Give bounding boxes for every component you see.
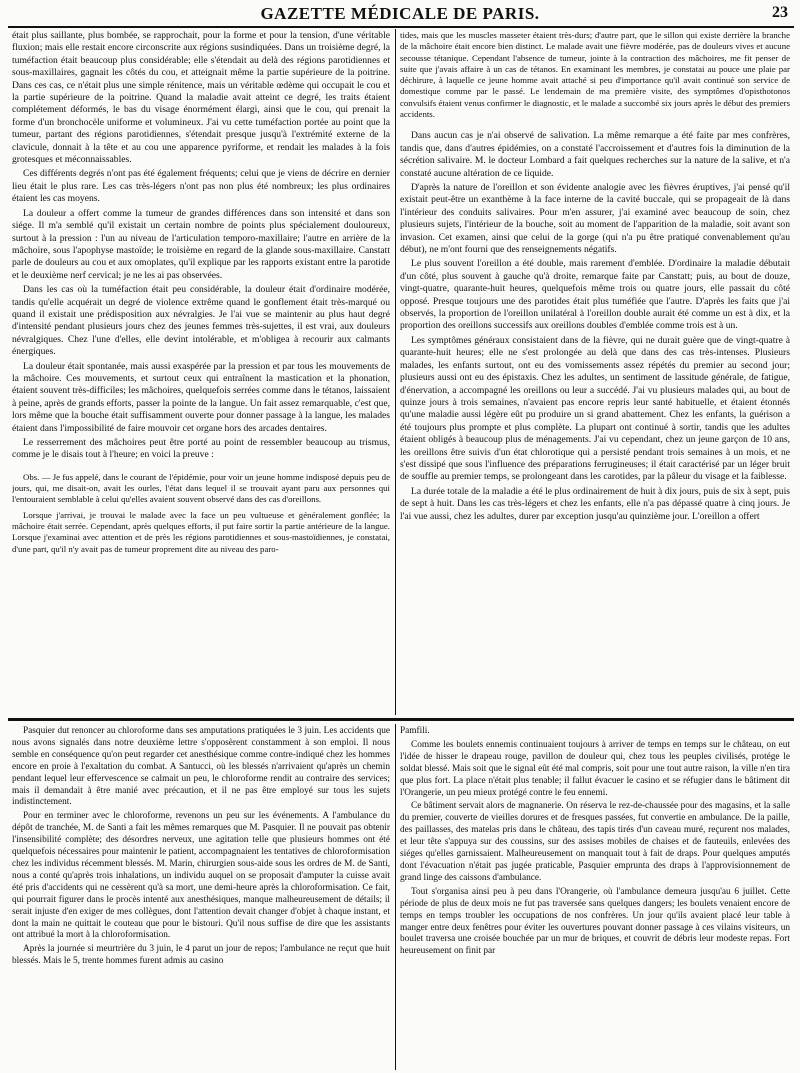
top-right-column — [400, 30, 790, 716]
paragraph: Le resserrement des mâchoires peut être porté au point de ressembler beaucoup au trismus, comme je le disais tout à l'heure; en voici la preuve : — [12, 437, 390, 461]
paragraph: Tout s'organisa ainsi peu à peu dans l'Orangerie, où l'ambulance demeura jusqu'au 6 juillet. Cette période de plus de deux mois ne fut pas traversée sans quelques dangers; les boulets venaient encore de temps en temps troubler les occupations de nos confrères. Un jour qu'ils avaient placé leur table à manger entre deux fenêtres pour éviter les ouvertures pouvant donner passage à ces vilains visiteurs, un boulet traversa une croisée bouchée par un mur de briques, et couvrit de débris leur modeste repas. Fort heureusement on finit par — [400, 886, 790, 957]
bottom-column-divider — [395, 724, 396, 1070]
paragraph: D'après la nature de l'oreillon et son évidente analogie avec les fièvres éruptives, j'ai pensé qu'il existait peut-être un exanthème à la face interne de la cavité buccale, qui se propageait de là dans l'intérieur des conduits salivaires. Pour m'en assurer, j'ai examiné avec beaucoup de soin, chez plusieurs sujets, l'intérieur de la bouche, soit au moment de l'apparition de la maladie, soit avant son invasion. Cet examen, ainsi que celui de la gorge (qui n'a pu être pratiqué convenablement qu'au début), ne m'ont fourni que des renseignements négatifs. — [400, 182, 790, 256]
top-column-divider — [395, 29, 396, 715]
paragraph: La durée totale de la maladie a été le plus ordinairement de huit à dix jours, puis de six à sept, puis de sept à huit. Dans les cas très-légers et chez les enfants, elle n'a pas dépassé quatre à cinq jours. Je l'ai vue aussi, chez les adultes, durer par exception jusqu'au quinzième jour. L'oreillon a offert — [400, 485, 790, 522]
header-rule — [8, 26, 794, 28]
paragraph: La douleur était spontanée, mais aussi exaspérée par la pression et par tous les mouvements de la mâchoire. Ces mouvements, et surtout ceux qui entraînent la mastication et la phonation, étaient souvent très-difficiles; les mâchoires, quelquefois serrées comme dans le tétanos, laissaient à peine, après de grands efforts, passer la pointe de la langue. Un fait assez remarquable, c'est que, lors même que la bouche était suffisamment ouverte pour donner passage à la langue, les malades étaient dans l'impossibilité de faire mouvoir cet organe hors des arcades dentaires. — [12, 360, 390, 434]
observation-paragraph: tides, mais que les muscles masseter étaient très-durs; d'autre part, que le sillon qui existe derrière la branche de la mâchoire était encore bien distinct. Le malade avait une fièvre modérée, pas de douleurs vives et aucune secousse tétanique. Cependant l'absence de tumeur, jointe à la contraction des mâchoires, me fit penser de suite que j'avais affaire à un cas de tétanos. En examinant les membres, je constatai au pouce une plaie par déchirure, à laquelle ce jeune homme avait attaché si peu d'importance qu'il avait continué son service de domestique comme par le passé. Le lendemain de ma première visite, des symptômes d'opisthotonos convulsifs étaient venus confirmer le diagnostic, et le malade a succombé six jours après le début des premiers accidents. — [400, 30, 790, 120]
page-number: 23 — [772, 4, 788, 21]
observation-paragraph: Obs. — Je fus appelé, dans le courant de l'épidémie, pour voir un jeune homme indisposé depuis peu de jours, qui, me disait-on, avait les ourles, l'état dans lequel il se trouvait ayant paru aux personnes qui l'entouraient semblable à celui qu'elles avaient souvent observé dans des cas d'oreillons. — [12, 471, 390, 505]
paragraph: Ces différents degrés n'ont pas été également fréquents; celui que je viens de décrire en dernier lieu était le plus rare. Les cas très-légers n'ont pas non plus été nombreux; les plus ordinaires étaient les cas moyens. — [12, 168, 390, 205]
paragraph: La douleur a offert comme la tumeur de grandes différences dans son intensité et dans son siége. Il m'a semblé qu'il existait un certain nombre de points plus spécialement douloureux, surtout à la pression : l'un au niveau de l'articulation temporo-maxillaire; l'autre en arrière de la mâchoire, sous l'apophyse mastoïde; le troisième en regard de la glande sous-maxillaire. Canstatt parle de douleurs au cou et aux omoplates, qu'il explique par les rapports existant entre la parotide et le deuxième nerf cervical; je ne les ai pas observées. — [12, 207, 390, 281]
paragraph: Les symptômes généraux consistaient dans de la fièvre, qui ne durait guère que de vingt-quatre à quarante-huit heures; elle ne s'est prolongée au delà que dans des cas très-intenses. Plusieurs malades, les enfants surtout, ont eu des vomissements assez répétés du premier au second jour; plusieurs aussi ont eu des épistaxis. Chez les adultes, un sentiment de lassitude générale, de fatigue, d'énervation, a accompagné les oreillons ou leur a succédé. J'ai vu plusieurs malades qui, au bout de quinze jours à trois semaines, n'avaient pas encore repris leur santé habituelle, et étaient étonnés qu'une maladie aussi légère eût pu produire un si grand abattement. Chez les enfants, la guérison a été toujours plus prompte et plus complète. La plupart ont continué à sortir, tandis que les adultes étaient obligés à beaucoup plus de ménagements. J'ai vu cependant, chez un jeune garçon de 10 ans, les oreillons être suivis d'un état chlorotique qui a persisté pendant trois semaines à un mois, et ne s'est dissipé que sous l'influence des préparations ferrugineuses; il était caractérisé par un léger bruit de souffle au premier temps, se prolongeant dans les carotides, par la pâleur du visage et la faiblesse. — [400, 334, 790, 483]
paragraph: Pamfili. — [400, 726, 430, 736]
paragraph: Dans aucun cas je n'ai observé de salivation. La même remarque a été faite par mes confrères, tandis que, dans d'autres épidémies, on a constaté l'accroissement et d'autres fois la diminution de la sécrétion salivaire. M. le docteur Lombard a fait quelques recherches sur la nature de la salive, et n'a constaté aucune altération de ce liquide. — [400, 130, 790, 179]
journal-title: GAZETTE MÉDICALE DE PARIS. — [260, 4, 540, 23]
page-header — [0, 4, 800, 26]
paragraph: était plus saillante, plus bombée, se rapprochait, pour la forme et pour la tension, d'une véritable fluxion; mais elle restait encore circonscrite aux régions susindiquées. Dans un troisième degré, la tuméfaction était beaucoup plus considérable; elle s'étendait au delà des régions parotidiennes et sous-maxillaires, gagnait les côtés du cou, et atteignait même la partie supérieure de la poitrine. Dans ces cas, ce n'était plus une simple rénitence, mais un véritable œdème qui occupait le cou et la partie supérieure de la poitrine. Quand la maladie avait atteint ce degré, les traits étaient complétement déformés, le bas du visage énormément élargi, ainsi que le cou, qui prenait la forme d'un bronchocèle uniforme et volumineux. J'ai vu cette tuméfaction portée au point que la tumeur, partant des régions parotidiennes, s'étendait presque jusqu'à l'extrémité externe de la clavicule, donnait à la tête et au cou une apparence pyriforme, et rendait les malades à la fois grotesques et méconnaissables. — [12, 30, 390, 166]
paragraph: Pour en terminer avec le chloroforme, revenons un peu sur les événements. A l'ambulance du dépôt de tranchée, M. de Santi a fait les mêmes remarques que M. Pasquier. Il ne pouvait pas obtenir l'insensibilité complète; des désordres nerveux, une agitation telle que plusieurs hommes ont été quelquefois nécessaires pour maintenir le patient, accompagnaient les tentatives de chloroformisation chez les individus récemment blessés. M. Marin, chirurgien sous-aide sous les ordres de M. de Santi, nous a conté qu'après trois inhalations, un individu auquel on se proposait d'amputer la cuisse avait été pris d'accidents qui ne cessèrent qu'à sa mort, une demi-heure après la chloroformisation. Ce fait, qui pourrait figurer dans le procès intenté aux anesthésiques, manque malheureusement de détails; il serait injuste d'en exiger de mes collègues, dont l'attention devait changer d'objet à chaque instant, et dont la main ne quittait le couteau que pour le bistouri. Qu'il nous suffise de dire que les assistants ont attribué la mort à la chloroformisation. — [12, 811, 390, 941]
paragraph: Ce bâtiment servait alors de magnanerie. On réserva le rez-de-chaussée pour des magasins, et la salle du premier, couverte de vieilles dorures et de fresques passées, fut convertie en ambulance. De la paille, des paillasses, des matelas pris dans le château, des tapis tirés d'un caveau muré, reçurent nos malades, et leur tête s'appuya sur des coussins, sur des assises mobiles de chaises et de fauteuils, enlevées des siéges qu'elles garnissaient. Malheureusement on manquait tout à fait de draps. Pour quelques amputés dont l'évacuation n'était pas jugée praticable, Pasquier emprunta des draps à l'approvisionnement de grand linge des caissons d'ambulance. — [400, 801, 790, 883]
bottom-right-column — [400, 726, 790, 1070]
paragraph: Pasquier dut renoncer au chloroforme dans ses amputations pratiquées le 3 juin. Les accidents que nous avons signalés dans notre deuxième lettre s'opposèrent constamment à son emploi. Il nous semble en conséquence qu'on peut regarder cet anesthésique comme contre-indiqué chez les hommes encore en proie à l'exaltation du combat. A Santucci, où les blessés n'arrivaient qu'après un chemin pendant lequel leur effervescence se calmait un peu, le chloroforme rendit au contraire des services; mais il demandait à être manié avec précaution, et il ne pas être employé sur tous les sujets indistinctement. — [12, 726, 390, 808]
paragraph: Comme les boulets ennemis continuaient toujours à arriver de temps en temps sur le château, on eut l'idée de hisser le drapeau rouge, pavillon de douleur qui, chez tous les peuples civilisés, protége le soldat blessé. Mais soit que le signal eût été mal compris, soit pour une tout autre raison, la ville n'en tira que plus fort. La place n'était plus tenable; il fallut évacuer le casino et se réfugier dans le bâtiment dit l'Orangerie, un peu mieux protégé contre le feu ennemi. — [400, 739, 790, 798]
section-rule — [8, 718, 794, 721]
paragraph: Après la journée si meurtrière du 3 juin, le 4 parut un jour de repos; l'ambulance ne reçut que huit blessés. Mais le 5, trente hommes furent admis au casino — [12, 944, 390, 967]
observation-paragraph: Lorsque j'arrivai, je trouvai le malade avec la face un peu vultueuse et généralement gonflée; la mâchoire était serrée. Cependant, après quelques efforts, il put faire sortir la partie antérieure de la langue. Lorsque j'examinai avec attention et de près les régions parotidiennes et sous-mastoïdiennes, je constatai, d'une part, qu'il n'y avait pas de tumeur proprement dite au niveau des paro- — [12, 509, 390, 554]
top-left-column — [12, 30, 390, 716]
paragraph: Le plus souvent l'oreillon a été double, mais rarement d'emblée. D'ordinaire la maladie débutait d'un côté, plus souvent à gauche qu'à droite, remarque faite par Canstatt; puis, au bout de douze, vingt-quatre, quarante-huit heures, quelquefois même trois ou quatre jours, elle passait du côté opposé. Presque toujours une des parotides était plus tuméfiée que l'autre. D'après les faits que j'ai observés, la proportion de l'oreillon unilatéral à l'oreillon double aurait été comme un est à dix, et la proportion des oreillons successifs aux oreillons doubles d'emblée comme trois est à un. — [400, 258, 790, 332]
bottom-left-column — [12, 726, 390, 1070]
paragraph: Dans les cas où la tuméfaction était peu considérable, la douleur était d'ordinaire modérée, tandis qu'elle acquérait un degré de violence extrême quand le gonflement était très-marqué ou quand il existait une prédisposition aux névralgies. Je l'ai vue se maintenir au plus haut degré d'intensité pendant plusieurs jours chez des jeunes femmes très-sujettes, il est vrai, aux douleurs névralgiques. Chez l'une d'elles, elle devint intolérable, et m'obligea à recourir aux calmants énergiques. — [12, 284, 390, 358]
